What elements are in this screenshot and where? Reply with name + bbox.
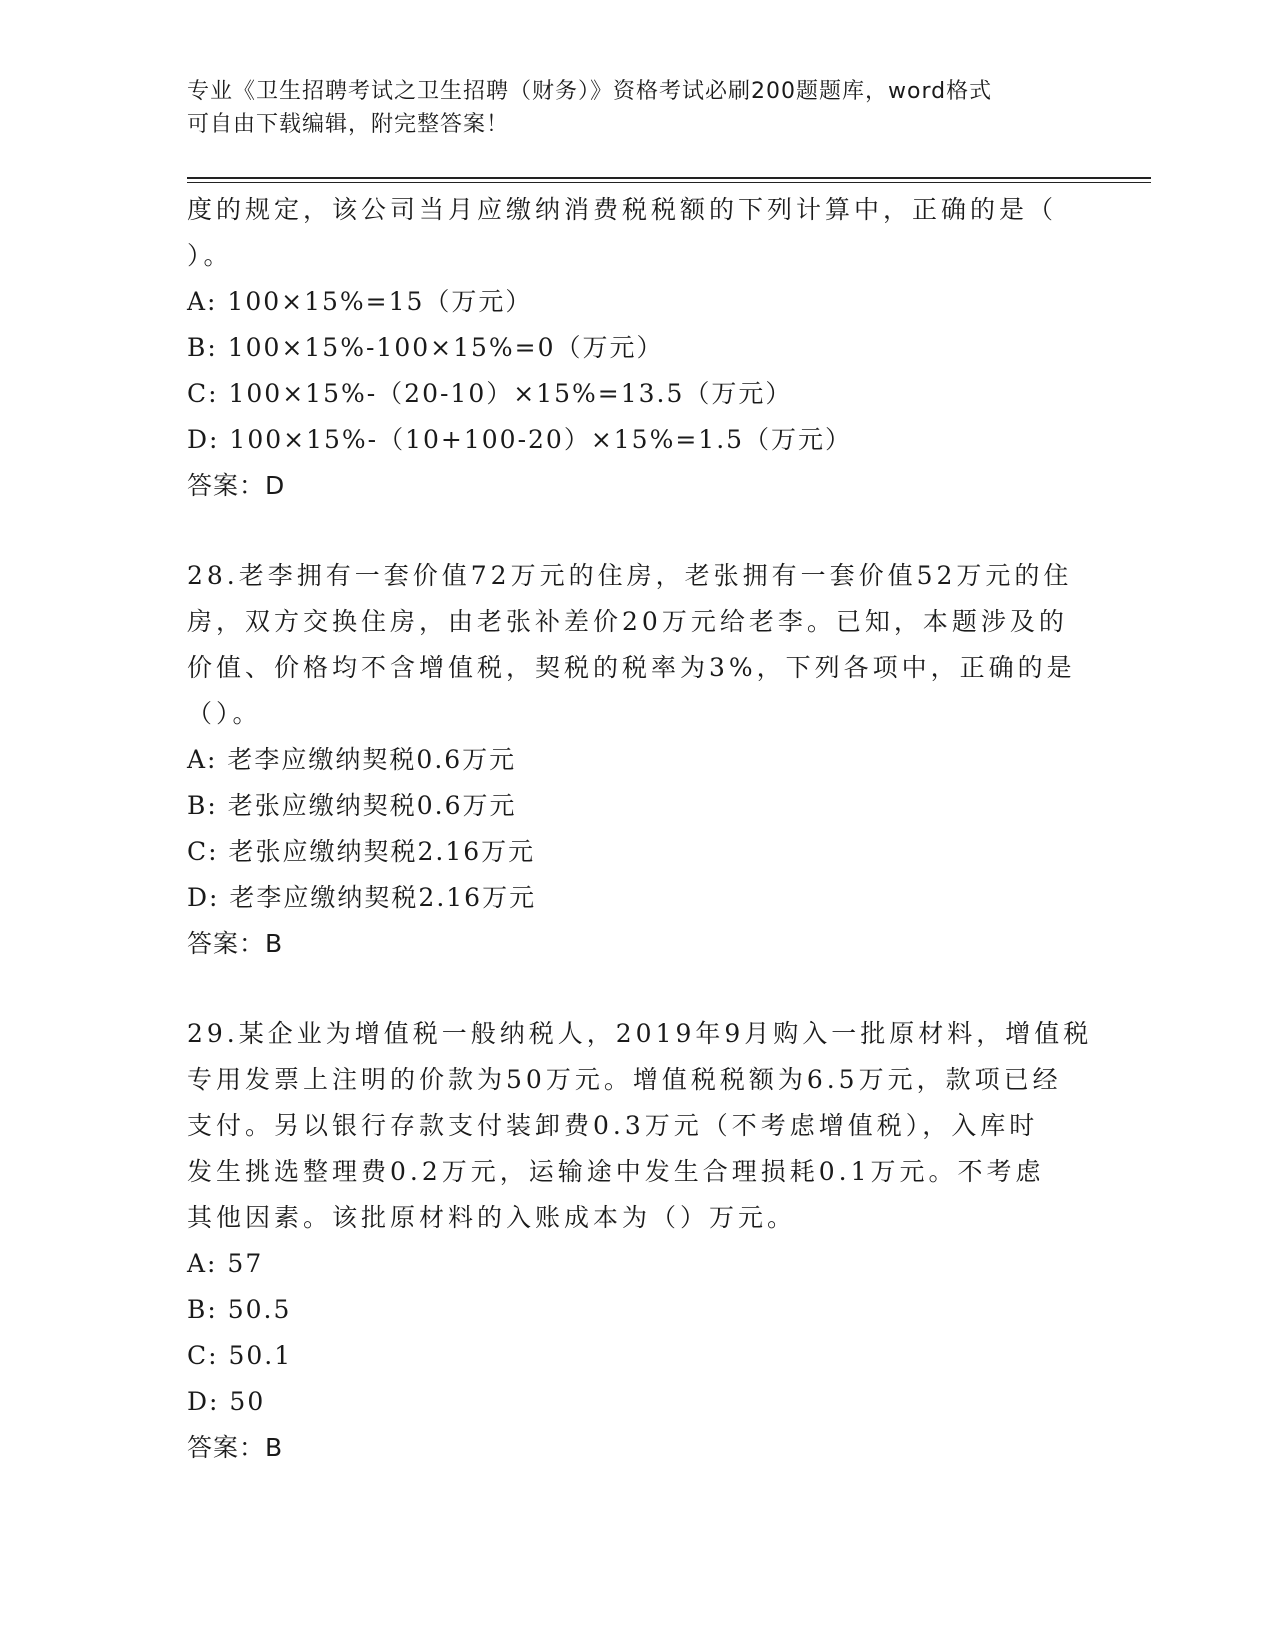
option-c: C: 50.1: [187, 1341, 293, 1370]
question-28: [187, 553, 1077, 967]
option-d: D: 50: [187, 1387, 266, 1416]
option-d: D: 100×15%-（10+100-20）×15%=1.5（万元）: [187, 425, 853, 454]
header-title-line-2: 可自由下载编辑，附完整答案！: [187, 112, 510, 137]
question-stem-line: 房，双方交换住房，由老张补差价20万元给老李。已知，本题涉及的: [187, 607, 1068, 636]
option-b: B: 100×15%-100×15%=0（万元）: [187, 333, 664, 362]
question-stem-line: 其他因素。该批原材料的入账成本为（）万元。: [187, 1203, 797, 1232]
option-a: A: 100×15%=15（万元）: [187, 287, 533, 316]
question-content: [187, 187, 1093, 1471]
question-27: [187, 187, 1077, 509]
question-stem-line: 发生挑选整理费0.2万元，运输途中发生合理损耗0.1万元。不考虑: [187, 1157, 1045, 1186]
question-stem-line: （）。: [187, 699, 262, 728]
answer-line: 答案：B: [187, 929, 284, 958]
header-rule-thin: [187, 182, 1151, 183]
answer-line: 答案：D: [187, 471, 286, 500]
question-spacer: [187, 967, 1077, 1011]
document-header: [187, 75, 1077, 141]
question-stem-line: 支付。另以银行存款支付装卸费0.3万元（不考虑增值税），入库时: [187, 1111, 1039, 1140]
question-stem-line: 价值、价格均不含增值税，契税的税率为3%，下列各项中，正确的是: [187, 653, 1076, 682]
answer-line: 答案：B: [187, 1433, 284, 1462]
header-rule-thick: [187, 177, 1151, 179]
option-a: A: 57: [187, 1249, 264, 1278]
header-title-line-1: 专业《卫生招聘考试之卫生招聘（财务）》资格考试必刷200题题库，word格式: [187, 79, 993, 104]
option-c: C: 100×15%-（20-10）×15%=13.5（万元）: [187, 379, 793, 408]
option-d: D: 老李应缴纳契税2.16万元: [187, 883, 537, 912]
question-spacer: [187, 509, 1077, 553]
question-29: [187, 1011, 1093, 1471]
question-stem-line: 度的规定，该公司当月应缴纳消费税税额的下列计算中，正确的是（: [187, 195, 1058, 224]
option-c: C: 老张应缴纳契税2.16万元: [187, 837, 536, 866]
question-stem-line: 29.某企业为增值税一般纳税人，2019年9月购入一批原材料，增值税: [187, 1019, 1093, 1048]
question-stem-line: ）。: [187, 241, 233, 270]
option-b: B: 50.5: [187, 1295, 292, 1324]
question-stem-line: 28.老李拥有一套价值72万元的住房，老张拥有一套价值52万元的住: [187, 561, 1073, 590]
option-a: A: 老李应缴纳契税0.6万元: [187, 745, 517, 774]
question-stem-line: 专用发票上注明的价款为50万元。增值税税额为6.5万元，款项已经: [187, 1065, 1062, 1094]
option-b: B: 老张应缴纳契税0.6万元: [187, 791, 517, 820]
